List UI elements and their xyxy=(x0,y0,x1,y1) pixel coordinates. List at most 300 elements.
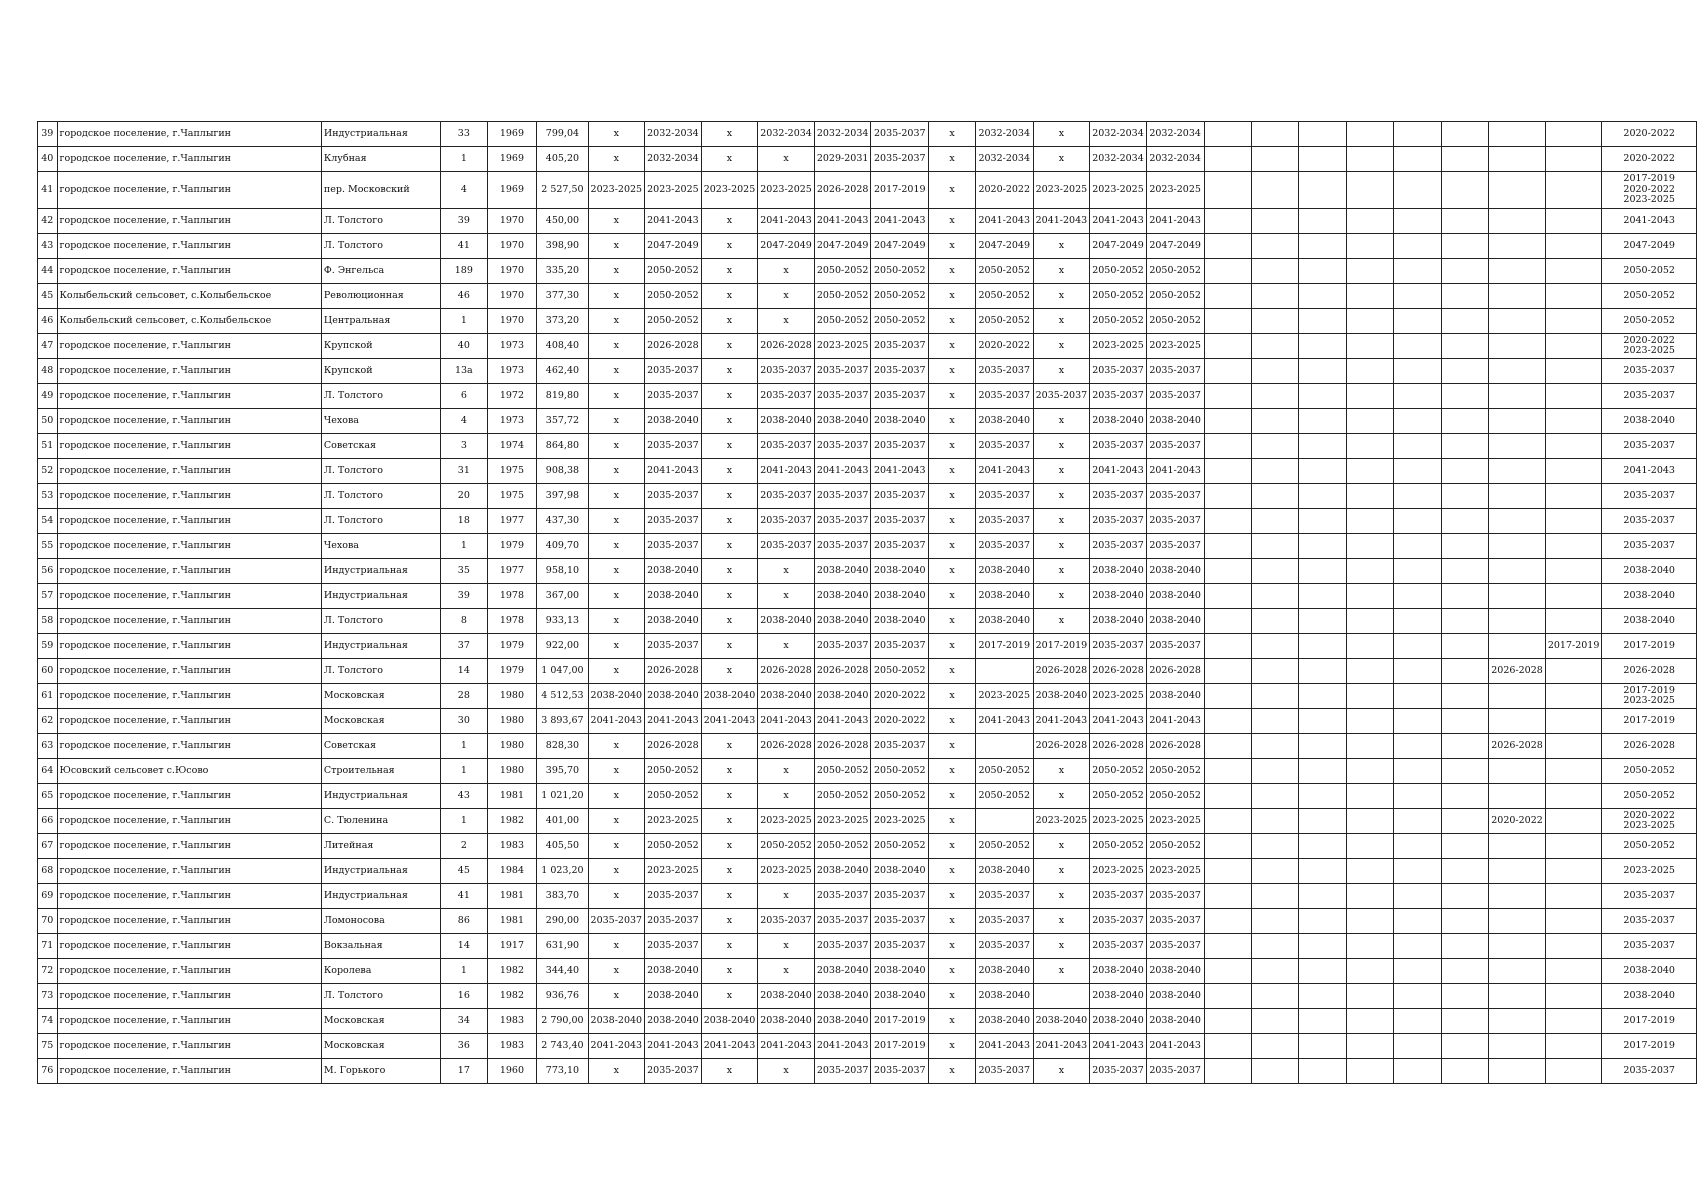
cell-extra-7 xyxy=(1489,884,1546,909)
cell-period-basement: 2038-2040 xyxy=(1090,1009,1147,1034)
cell-overall-period: 2041-2043 xyxy=(1602,459,1697,484)
cell-extra-5 xyxy=(1394,334,1441,359)
cell-period-foundation: х xyxy=(701,1059,758,1084)
cell-build-year: 1979 xyxy=(487,659,537,684)
cell-period-basement: 2041-2043 xyxy=(1090,1034,1147,1059)
table-row xyxy=(38,909,1697,934)
cell-period-heating: х xyxy=(758,559,815,584)
cell-house-number: 8 xyxy=(441,609,487,634)
cell-period-facade: 2038-2040 xyxy=(645,1009,702,1034)
cell-build-year: 1983 xyxy=(487,834,537,859)
cell-extra-1 xyxy=(1204,734,1251,759)
cell-build-year: 1977 xyxy=(487,509,537,534)
cell-period-sewerage: 2050-2052 xyxy=(975,259,1033,284)
cell-build-year: 1982 xyxy=(487,984,537,1009)
cell-area: 2 743,40 xyxy=(537,1034,588,1059)
cell-extra-2 xyxy=(1251,834,1298,859)
cell-overall-period: 2038-2040 xyxy=(1602,584,1697,609)
cell-house-number: 1 xyxy=(441,759,487,784)
cell-extra-6 xyxy=(1441,659,1488,684)
cell-extra-2 xyxy=(1251,259,1298,284)
cell-municipality: городское поселение, г.Чаплыгин xyxy=(57,1009,321,1034)
table-row xyxy=(38,309,1697,334)
cell-build-year: 1969 xyxy=(487,122,537,147)
cell-street: Клубная xyxy=(321,147,440,172)
cell-period-water-hot: 2050-2052 xyxy=(871,759,929,784)
cell-period-foundation: х xyxy=(701,859,758,884)
table-row xyxy=(38,634,1697,659)
cell-period-roof: 2041-2043 xyxy=(588,709,645,734)
cell-house-number: 37 xyxy=(441,634,487,659)
cell-area: 437,30 xyxy=(537,509,588,534)
cell-build-year: 1978 xyxy=(487,609,537,634)
cell-extra-8 xyxy=(1545,259,1602,284)
cell-period-water-cold: 2038-2040 xyxy=(814,684,871,709)
cell-extra-4 xyxy=(1346,259,1393,284)
cell-extra-8 xyxy=(1545,1009,1602,1034)
cell-period-foundation: х xyxy=(701,359,758,384)
cell-extra-6 xyxy=(1441,934,1488,959)
cell-period-gas: х xyxy=(929,359,976,384)
cell-overall-period: 2035-2037 xyxy=(1602,909,1697,934)
cell-extra-4 xyxy=(1346,909,1393,934)
cell-extra-4 xyxy=(1346,434,1393,459)
cell-area: 922,00 xyxy=(537,634,588,659)
cell-extra-4 xyxy=(1346,659,1393,684)
cell-period-lift: 2035-2037 xyxy=(1146,909,1204,934)
cell-period-water-hot: 2038-2040 xyxy=(871,409,929,434)
cell-extra-2 xyxy=(1251,484,1298,509)
cell-street: Индустриальная xyxy=(321,784,440,809)
cell-extra-7 xyxy=(1489,359,1546,384)
cell-period-basement: 2035-2037 xyxy=(1090,359,1147,384)
cell-period-facade: 2050-2052 xyxy=(645,834,702,859)
cell-street: Ломоносова xyxy=(321,909,440,934)
cell-house-number: 17 xyxy=(441,1059,487,1084)
cell-extra-8 xyxy=(1545,584,1602,609)
cell-extra-1 xyxy=(1204,484,1251,509)
cell-period-water-cold: 2038-2040 xyxy=(814,409,871,434)
cell-row-number: 63 xyxy=(38,734,58,759)
cell-extra-2 xyxy=(1251,759,1298,784)
cell-extra-4 xyxy=(1346,209,1393,234)
cell-extra-3 xyxy=(1299,709,1346,734)
cell-period-lift: 2041-2043 xyxy=(1146,709,1204,734)
cell-period-water-cold: 2035-2037 xyxy=(814,434,871,459)
cell-period-water-cold: 2038-2040 xyxy=(814,984,871,1009)
cell-build-year: 1970 xyxy=(487,234,537,259)
cell-house-number: 2 xyxy=(441,834,487,859)
cell-area: 1 023,20 xyxy=(537,859,588,884)
cell-row-number: 51 xyxy=(38,434,58,459)
cell-extra-7 xyxy=(1489,609,1546,634)
cell-period-heating: 2026-2028 xyxy=(758,334,815,359)
cell-period-basement: 2026-2028 xyxy=(1090,659,1147,684)
cell-house-number: 35 xyxy=(441,559,487,584)
cell-period-gas: х xyxy=(929,809,976,834)
cell-extra-1 xyxy=(1204,684,1251,709)
cell-period-gas: х xyxy=(929,834,976,859)
cell-extra-4 xyxy=(1346,1009,1393,1034)
cell-period-lift: 2038-2040 xyxy=(1146,609,1204,634)
cell-build-year: 1970 xyxy=(487,209,537,234)
cell-extra-1 xyxy=(1204,334,1251,359)
cell-extra-7 xyxy=(1489,784,1546,809)
cell-overall-period: 2020-2022 xyxy=(1602,122,1697,147)
cell-period-basement: 2035-2037 xyxy=(1090,1059,1147,1084)
cell-extra-4 xyxy=(1346,559,1393,584)
cell-period-foundation: х xyxy=(701,659,758,684)
cell-period-facade: 2035-2037 xyxy=(645,434,702,459)
cell-extra-8 xyxy=(1545,784,1602,809)
cell-period-basement: 2023-2025 xyxy=(1090,859,1147,884)
cell-period-facade: 2023-2025 xyxy=(645,859,702,884)
cell-period-facade: 2035-2037 xyxy=(645,384,702,409)
cell-period-lift: 2035-2037 xyxy=(1146,884,1204,909)
cell-extra-6 xyxy=(1441,959,1488,984)
cell-period-heating: 2038-2040 xyxy=(758,984,815,1009)
cell-period-heating: х xyxy=(758,634,815,659)
cell-extra-2 xyxy=(1251,1009,1298,1034)
cell-extra-6 xyxy=(1441,984,1488,1009)
cell-row-number: 53 xyxy=(38,484,58,509)
cell-extra-7 xyxy=(1489,584,1546,609)
cell-extra-1 xyxy=(1204,359,1251,384)
cell-municipality: городское поселение, г.Чаплыгин xyxy=(57,984,321,1009)
cell-extra-7 xyxy=(1489,147,1546,172)
cell-extra-4 xyxy=(1346,759,1393,784)
cell-period-water-hot: 2035-2037 xyxy=(871,384,929,409)
cell-extra-3 xyxy=(1299,209,1346,234)
cell-period-water-cold: 2038-2040 xyxy=(814,584,871,609)
cell-extra-3 xyxy=(1299,384,1346,409)
table-row xyxy=(38,934,1697,959)
cell-overall-period: 2020-2022 2023-2025 xyxy=(1602,334,1697,359)
cell-extra-4 xyxy=(1346,609,1393,634)
cell-street: Л. Толстого xyxy=(321,984,440,1009)
cell-street: Московская xyxy=(321,1034,440,1059)
cell-period-water-hot: 2035-2037 xyxy=(871,334,929,359)
cell-overall-period: 2050-2052 xyxy=(1602,309,1697,334)
cell-period-sewerage: 2038-2040 xyxy=(975,1009,1033,1034)
cell-period-electric: х xyxy=(1033,534,1090,559)
cell-build-year: 1970 xyxy=(487,309,537,334)
cell-period-sewerage: 2035-2037 xyxy=(975,884,1033,909)
cell-overall-period: 2017-2019 xyxy=(1602,1034,1697,1059)
cell-period-foundation: х xyxy=(701,984,758,1009)
table-row xyxy=(38,509,1697,534)
cell-period-water-cold: 2026-2028 xyxy=(814,659,871,684)
cell-municipality: городское поселение, г.Чаплыгин xyxy=(57,584,321,609)
cell-period-heating: х xyxy=(758,959,815,984)
cell-period-roof: х xyxy=(588,834,645,859)
cell-period-water-hot: 2017-2019 xyxy=(871,1009,929,1034)
cell-period-gas: х xyxy=(929,484,976,509)
cell-extra-2 xyxy=(1251,934,1298,959)
cell-extra-5 xyxy=(1394,1059,1441,1084)
cell-build-year: 1983 xyxy=(487,1034,537,1059)
cell-period-lift: 2023-2025 xyxy=(1146,172,1204,209)
cell-extra-6 xyxy=(1441,634,1488,659)
table-row xyxy=(38,559,1697,584)
cell-row-number: 69 xyxy=(38,884,58,909)
cell-house-number: 33 xyxy=(441,122,487,147)
cell-street: Революционная xyxy=(321,284,440,309)
cell-extra-3 xyxy=(1299,259,1346,284)
cell-extra-8 xyxy=(1545,684,1602,709)
cell-period-gas: х xyxy=(929,959,976,984)
cell-extra-8 xyxy=(1545,559,1602,584)
cell-house-number: 4 xyxy=(441,409,487,434)
table-row xyxy=(38,209,1697,234)
cell-extra-4 xyxy=(1346,884,1393,909)
cell-street: Индустриальная xyxy=(321,584,440,609)
cell-extra-6 xyxy=(1441,734,1488,759)
cell-period-water-hot: 2038-2040 xyxy=(871,584,929,609)
cell-extra-2 xyxy=(1251,609,1298,634)
table-row xyxy=(38,809,1697,834)
cell-area: 344,40 xyxy=(537,959,588,984)
cell-row-number: 67 xyxy=(38,834,58,859)
cell-municipality: городское поселение, г.Чаплыгин xyxy=(57,359,321,384)
cell-extra-2 xyxy=(1251,147,1298,172)
cell-period-basement: 2032-2034 xyxy=(1090,122,1147,147)
cell-period-gas: х xyxy=(929,459,976,484)
cell-extra-1 xyxy=(1204,409,1251,434)
cell-period-facade: 2035-2037 xyxy=(645,359,702,384)
cell-overall-period: 2017-2019 xyxy=(1602,709,1697,734)
cell-period-water-cold: 2035-2037 xyxy=(814,534,871,559)
cell-period-gas: х xyxy=(929,1059,976,1084)
cell-period-basement: 2035-2037 xyxy=(1090,384,1147,409)
cell-period-water-hot: 2050-2052 xyxy=(871,834,929,859)
cell-period-sewerage: 2020-2022 xyxy=(975,172,1033,209)
cell-period-gas: х xyxy=(929,172,976,209)
cell-period-foundation: х xyxy=(701,259,758,284)
cell-period-sewerage: 2035-2037 xyxy=(975,509,1033,534)
cell-extra-2 xyxy=(1251,309,1298,334)
cell-period-water-cold: 2050-2052 xyxy=(814,259,871,284)
cell-row-number: 73 xyxy=(38,984,58,1009)
cell-period-facade: 2038-2040 xyxy=(645,984,702,1009)
cell-period-heating: х xyxy=(758,584,815,609)
cell-extra-8 xyxy=(1545,209,1602,234)
cell-period-lift: 2041-2043 xyxy=(1146,209,1204,234)
cell-period-heating: 2035-2037 xyxy=(758,909,815,934)
cell-extra-3 xyxy=(1299,172,1346,209)
cell-row-number: 55 xyxy=(38,534,58,559)
cell-period-basement: 2050-2052 xyxy=(1090,284,1147,309)
cell-period-facade: 2050-2052 xyxy=(645,759,702,784)
cell-period-water-cold: 2050-2052 xyxy=(814,284,871,309)
cell-extra-5 xyxy=(1394,1009,1441,1034)
cell-period-electric: 2026-2028 xyxy=(1033,659,1090,684)
cell-period-heating: 2038-2040 xyxy=(758,609,815,634)
cell-extra-2 xyxy=(1251,784,1298,809)
cell-period-sewerage: 2023-2025 xyxy=(975,684,1033,709)
cell-extra-5 xyxy=(1394,534,1441,559)
cell-build-year: 1980 xyxy=(487,684,537,709)
cell-house-number: 20 xyxy=(441,484,487,509)
cell-extra-8 xyxy=(1545,609,1602,634)
cell-extra-3 xyxy=(1299,784,1346,809)
cell-period-facade: 2032-2034 xyxy=(645,147,702,172)
cell-extra-8 xyxy=(1545,859,1602,884)
cell-extra-1 xyxy=(1204,1034,1251,1059)
cell-extra-1 xyxy=(1204,934,1251,959)
cell-municipality: городское поселение, г.Чаплыгин xyxy=(57,834,321,859)
cell-extra-1 xyxy=(1204,122,1251,147)
cell-period-facade: 2041-2043 xyxy=(645,1034,702,1059)
cell-period-foundation: х xyxy=(701,834,758,859)
cell-period-facade: 2035-2037 xyxy=(645,484,702,509)
cell-extra-5 xyxy=(1394,284,1441,309)
cell-period-electric: х xyxy=(1033,759,1090,784)
cell-period-facade: 2050-2052 xyxy=(645,784,702,809)
cell-period-lift: 2032-2034 xyxy=(1146,147,1204,172)
cell-extra-6 xyxy=(1441,509,1488,534)
cell-extra-2 xyxy=(1251,884,1298,909)
cell-period-heating: 2035-2037 xyxy=(758,434,815,459)
cell-street: Л. Толстого xyxy=(321,509,440,534)
cell-period-heating: х xyxy=(758,284,815,309)
cell-row-number: 43 xyxy=(38,234,58,259)
table-row xyxy=(38,584,1697,609)
cell-area: 357,72 xyxy=(537,409,588,434)
cell-period-water-hot: 2017-2019 xyxy=(871,1034,929,1059)
cell-extra-8 xyxy=(1545,884,1602,909)
cell-row-number: 71 xyxy=(38,934,58,959)
cell-extra-1 xyxy=(1204,459,1251,484)
cell-build-year: 1979 xyxy=(487,534,537,559)
cell-period-lift: 2035-2037 xyxy=(1146,359,1204,384)
cell-municipality: городское поселение, г.Чаплыгин xyxy=(57,934,321,959)
cell-period-basement: 2023-2025 xyxy=(1090,172,1147,209)
cell-extra-5 xyxy=(1394,709,1441,734)
cell-overall-period: 2020-2022 xyxy=(1602,147,1697,172)
cell-extra-5 xyxy=(1394,834,1441,859)
cell-build-year: 1969 xyxy=(487,147,537,172)
housing-repair-schedule-sheet xyxy=(37,121,1697,1084)
cell-period-sewerage xyxy=(975,734,1033,759)
cell-row-number: 41 xyxy=(38,172,58,209)
cell-period-lift: 2050-2052 xyxy=(1146,284,1204,309)
cell-street: Советская xyxy=(321,734,440,759)
cell-house-number: 16 xyxy=(441,984,487,1009)
cell-extra-2 xyxy=(1251,859,1298,884)
cell-extra-7 xyxy=(1489,259,1546,284)
cell-period-facade: 2026-2028 xyxy=(645,734,702,759)
cell-extra-8 xyxy=(1545,834,1602,859)
cell-municipality: городское поселение, г.Чаплыгин xyxy=(57,684,321,709)
cell-period-foundation: х xyxy=(701,122,758,147)
cell-period-foundation: 2041-2043 xyxy=(701,709,758,734)
cell-period-sewerage: 2038-2040 xyxy=(975,959,1033,984)
cell-extra-5 xyxy=(1394,909,1441,934)
cell-period-roof: х xyxy=(588,659,645,684)
cell-period-water-hot: 2035-2037 xyxy=(871,1059,929,1084)
table-body xyxy=(38,122,1697,1084)
cell-build-year: 1980 xyxy=(487,734,537,759)
cell-extra-7 xyxy=(1489,122,1546,147)
cell-period-sewerage: 2050-2052 xyxy=(975,759,1033,784)
cell-period-roof: х xyxy=(588,409,645,434)
cell-period-gas: х xyxy=(929,659,976,684)
cell-extra-5 xyxy=(1394,359,1441,384)
cell-period-heating: 2023-2025 xyxy=(758,859,815,884)
cell-period-foundation: х xyxy=(701,409,758,434)
cell-house-number: 86 xyxy=(441,909,487,934)
cell-overall-period: 2050-2052 xyxy=(1602,759,1697,784)
cell-period-electric: 2017-2019 xyxy=(1033,634,1090,659)
cell-period-sewerage: 2050-2052 xyxy=(975,834,1033,859)
cell-period-foundation: х xyxy=(701,809,758,834)
cell-period-basement: 2035-2037 xyxy=(1090,934,1147,959)
cell-period-water-hot: 2050-2052 xyxy=(871,309,929,334)
cell-extra-1 xyxy=(1204,809,1251,834)
cell-extra-2 xyxy=(1251,684,1298,709)
cell-period-foundation: х xyxy=(701,734,758,759)
cell-extra-5 xyxy=(1394,859,1441,884)
cell-period-heating: х xyxy=(758,309,815,334)
cell-period-basement: 2041-2043 xyxy=(1090,709,1147,734)
cell-period-electric: х xyxy=(1033,559,1090,584)
cell-area: 4 512,53 xyxy=(537,684,588,709)
cell-row-number: 40 xyxy=(38,147,58,172)
cell-extra-1 xyxy=(1204,172,1251,209)
cell-period-roof: х xyxy=(588,759,645,784)
cell-extra-5 xyxy=(1394,684,1441,709)
cell-street: Л. Толстого xyxy=(321,659,440,684)
cell-build-year: 1970 xyxy=(487,259,537,284)
cell-extra-4 xyxy=(1346,534,1393,559)
cell-period-sewerage: 2038-2040 xyxy=(975,409,1033,434)
cell-extra-1 xyxy=(1204,559,1251,584)
cell-extra-2 xyxy=(1251,384,1298,409)
cell-period-facade: 2035-2037 xyxy=(645,884,702,909)
cell-extra-6 xyxy=(1441,284,1488,309)
cell-period-lift: 2038-2040 xyxy=(1146,1009,1204,1034)
table-row xyxy=(38,409,1697,434)
cell-period-heating: 2038-2040 xyxy=(758,1009,815,1034)
table-row xyxy=(38,684,1697,709)
cell-extra-5 xyxy=(1394,959,1441,984)
table-row xyxy=(38,1059,1697,1084)
cell-extra-4 xyxy=(1346,484,1393,509)
cell-extra-3 xyxy=(1299,1034,1346,1059)
table-row xyxy=(38,859,1697,884)
cell-period-electric: х xyxy=(1033,609,1090,634)
cell-period-water-hot: 2038-2040 xyxy=(871,959,929,984)
cell-period-water-hot: 2035-2037 xyxy=(871,122,929,147)
cell-period-electric: 2041-2043 xyxy=(1033,1034,1090,1059)
cell-house-number: 36 xyxy=(441,1034,487,1059)
cell-period-foundation: х xyxy=(701,384,758,409)
cell-extra-6 xyxy=(1441,709,1488,734)
cell-period-basement: 2038-2040 xyxy=(1090,959,1147,984)
cell-extra-1 xyxy=(1204,234,1251,259)
cell-house-number: 41 xyxy=(441,884,487,909)
cell-extra-2 xyxy=(1251,809,1298,834)
cell-period-electric: х xyxy=(1033,309,1090,334)
cell-period-water-hot: 2050-2052 xyxy=(871,784,929,809)
cell-period-gas: х xyxy=(929,909,976,934)
cell-period-roof: х xyxy=(588,609,645,634)
cell-period-foundation: х xyxy=(701,234,758,259)
cell-period-electric: 2041-2043 xyxy=(1033,709,1090,734)
cell-period-sewerage: 2041-2043 xyxy=(975,1034,1033,1059)
cell-extra-4 xyxy=(1346,934,1393,959)
